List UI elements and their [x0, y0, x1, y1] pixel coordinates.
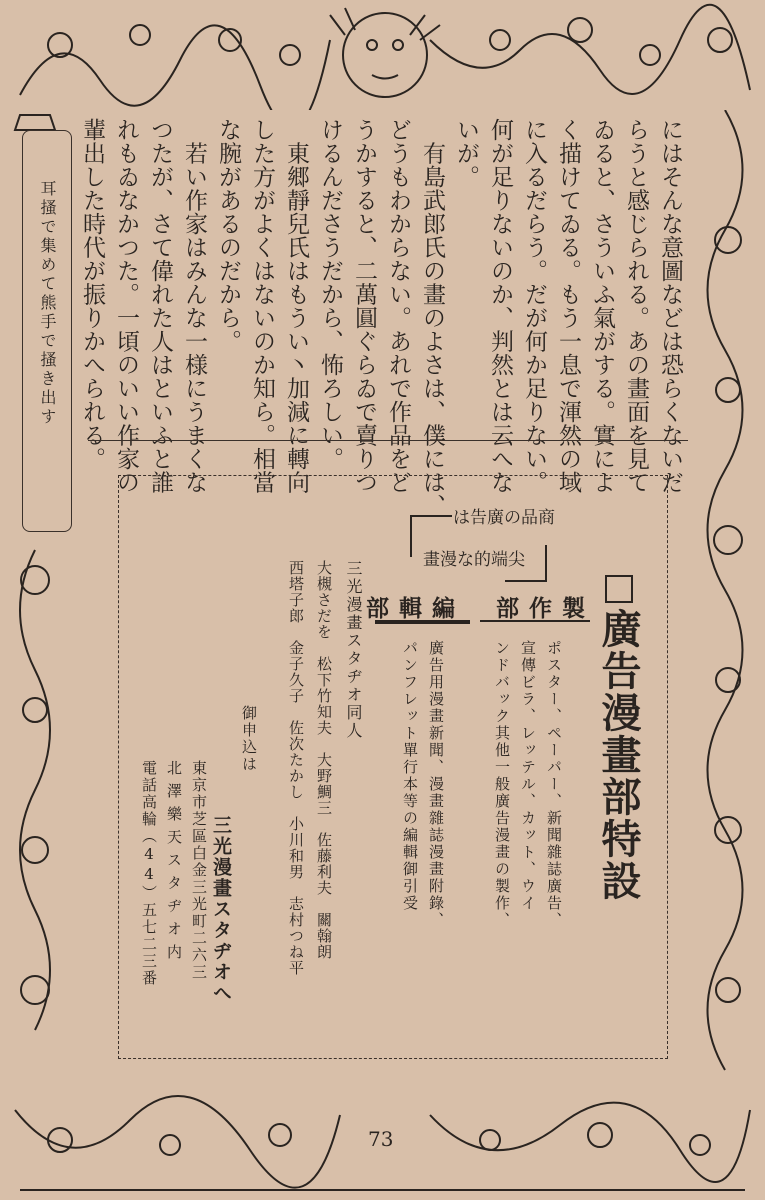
article-line: 何が足りないのか、判然とは云へな: [487, 118, 513, 494]
production-line: ポスター、ペーパー、新聞雜誌廣告、: [545, 640, 563, 929]
section-divider: [88, 440, 688, 441]
article-line: ゐると、さういふ氣がする。實によ: [589, 118, 615, 494]
decorative-right-border: [690, 110, 765, 1090]
sidebar-caption: 耳搔で集めて熊手で搔き出す: [38, 180, 57, 427]
article-line: 東郷靜兒氏はもうい丶加減に轉向: [283, 118, 309, 494]
production-section-title: 製作部: [496, 595, 595, 622]
page-number: 73: [368, 1127, 394, 1151]
studio-name: 三光漫畫スタヂオへ: [210, 815, 232, 1004]
article-line: 輩出した時代が振りかへられる。: [79, 118, 105, 471]
article-line: れもゐなかつた。一頃のいい作家の: [113, 118, 139, 494]
article-line: にはそんな意圖などは恐らくないだ: [657, 118, 683, 494]
editing-brace: [375, 620, 470, 624]
article-line: いが。: [453, 118, 479, 189]
article-line: どうもわからない。あれで作品をど: [385, 118, 411, 494]
article-line: うかすると、二萬圓ぐらゐで賣りつ: [351, 118, 377, 494]
article-line: な腕があるのだから。: [215, 118, 241, 353]
article-line: く描けてゐる。もう一息で渾然の域: [555, 118, 581, 494]
address-line: 北澤樂天スタヂオ内: [165, 760, 183, 967]
phone-line: 電話高輪（44）五七二三番: [140, 760, 158, 987]
article-line: した方がよくはないのか知ら。相當: [249, 118, 275, 494]
editing-section-title: 編輯部: [366, 595, 465, 622]
article-line: 有島武郎氏の畫のよさは、僕には、: [419, 118, 445, 518]
members-row: 大槻さだを 松下竹知夫 大野鯛三 佐藤利夫 關翰朗: [315, 560, 333, 960]
production-line: 宣傳ビラ、レッテル、カット、ウイ: [519, 640, 537, 912]
article-line: に入るだらう。だが何か足りない。: [521, 118, 547, 494]
production-line: ンドバック其他一般廣告漫畫の製作、: [493, 640, 511, 929]
ad-tagline-line1: 商品の廣告は: [453, 508, 555, 528]
address-line: 東京市芝區白金三光町二六三: [190, 760, 208, 981]
article-line: つたが、さて偉れた人はといふと誰: [147, 118, 173, 494]
headline-square-icon: [605, 575, 633, 603]
decorative-top-border: [0, 0, 765, 110]
editing-line: パンフレット單行本等の編輯御引受: [401, 640, 419, 912]
apply-label: 御申込は: [240, 705, 258, 773]
tagline-bracket-right: [505, 545, 547, 582]
article-line: らうと感じられる。あの畫面を見て: [623, 118, 649, 494]
tagline-bracket-left: [410, 515, 452, 557]
members-row: 西塔子郎 金子久子 佐次たかし 小川和男 志村つね平: [287, 560, 305, 976]
editing-line: 廣告用漫畫新聞、漫畫雜誌漫畫附錄、: [427, 640, 445, 929]
ad-tagline-line2: 尖端的な漫畫: [423, 550, 525, 570]
ad-headline: 廣告漫畫部特設: [595, 608, 642, 902]
article-line: けるんださうだから、怖ろしい。: [317, 118, 343, 471]
article-line: 若い作家はみんな一様にうまくな: [181, 118, 207, 494]
members-title: 三光漫畫スタヂオ同人: [344, 560, 363, 740]
